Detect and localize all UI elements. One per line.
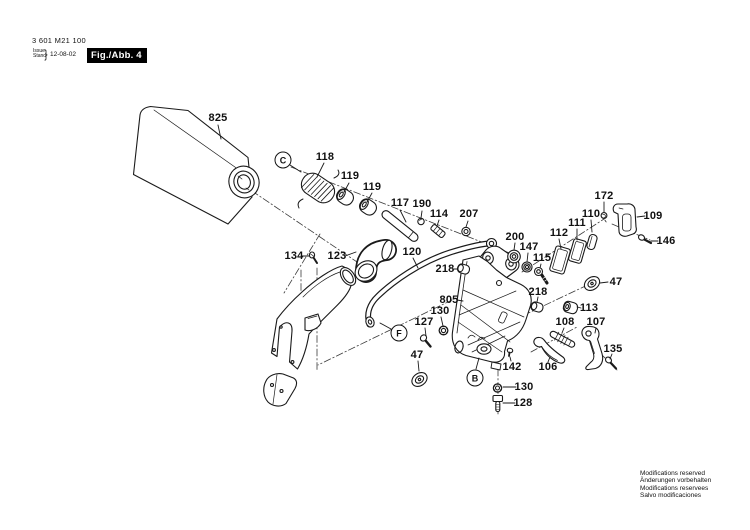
figure-number-box: Fig./Abb. 4	[87, 48, 147, 63]
callout-B: B	[467, 370, 484, 387]
part-label-111: 111	[568, 217, 586, 229]
part-label-130: 130	[514, 381, 534, 393]
issue-label: Issue Stand	[33, 48, 47, 60]
callout-C: C	[275, 152, 292, 169]
part-label-825: 825	[208, 112, 228, 124]
part-label-118: 118	[315, 151, 335, 163]
part-label-47: 47	[410, 349, 424, 361]
part-label-117: 117	[390, 197, 410, 209]
callout-F: F	[391, 325, 408, 342]
part-label-218: 218	[435, 263, 455, 275]
part-label-134: 134	[284, 250, 304, 262]
part-label-127: 127	[414, 316, 434, 328]
part-label-147: 147	[519, 241, 539, 253]
part-label-107: 107	[586, 316, 606, 328]
part-label-108: 108	[555, 316, 575, 328]
part-label-142: 142	[502, 361, 522, 373]
part-label-47: 47	[609, 276, 623, 288]
part-label-130: 130	[430, 305, 450, 317]
part-label-135: 135	[603, 343, 623, 355]
part-label-805: 805	[439, 294, 459, 306]
part-label-109: 109	[643, 210, 663, 222]
notice-line-de: Änderungen vorbehalten	[640, 477, 712, 485]
part-label-190: 190	[412, 198, 432, 210]
notice-line-en: Modifications reserved	[640, 470, 706, 477]
part-label-113: 113	[579, 302, 599, 314]
part-label-218: 218	[528, 286, 548, 298]
part-label-172: 172	[594, 190, 614, 202]
part-label-207: 207	[459, 208, 479, 220]
part-label-200: 200	[505, 231, 525, 243]
issue-brace: }	[44, 47, 48, 61]
part-label-110: 110	[581, 208, 601, 220]
part-label-114: 114	[429, 208, 449, 220]
part-label-120: 120	[402, 246, 422, 258]
part-label-119: 119	[362, 181, 382, 193]
part-label-112: 112	[549, 227, 569, 239]
notice-line-es: Salvo modificaciones	[640, 491, 702, 499]
part-label-146: 146	[656, 235, 676, 247]
notice-line-fr: Modifications reservees	[640, 484, 709, 492]
part-label-119: 119	[340, 170, 360, 182]
part-label-115: 115	[532, 252, 552, 264]
part-label-128: 128	[513, 397, 533, 409]
issue-date: 12-08-02	[50, 51, 77, 58]
part-label-106: 106	[538, 361, 558, 373]
type-number: 3 601 M21 100	[32, 36, 86, 45]
part-label-123: 123	[327, 250, 347, 262]
